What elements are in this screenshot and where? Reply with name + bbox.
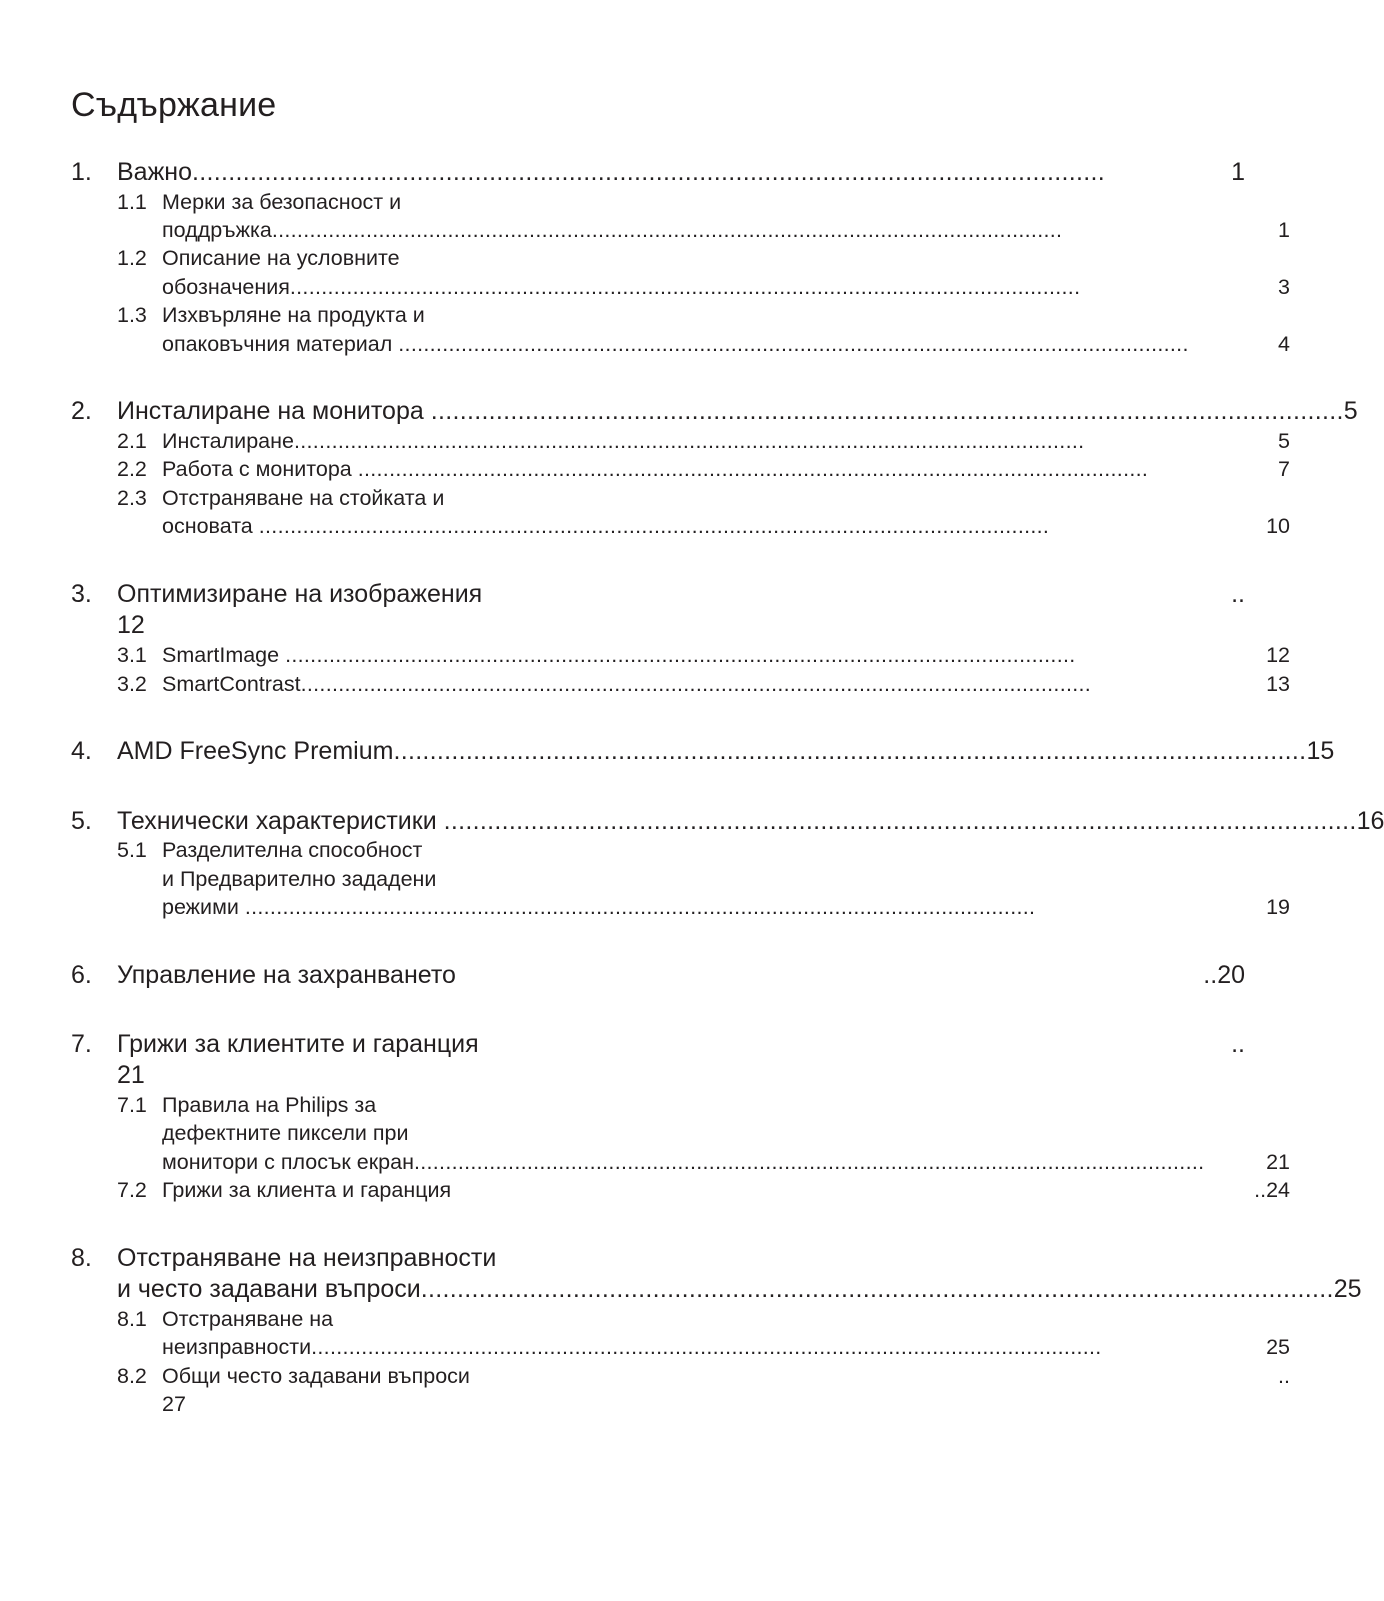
toc-label: Общи често задавани въпроси xyxy=(162,1364,476,1388)
toc-number: 2.1 xyxy=(117,429,147,453)
toc-label: Технически характеристики xyxy=(117,807,444,835)
toc-number: 4. xyxy=(71,737,92,765)
toc-page-number: 12 xyxy=(117,611,145,639)
toc-number: 8.1 xyxy=(117,1307,147,1331)
toc-number: 1.1 xyxy=(117,190,147,214)
toc-label: SmartImage xyxy=(162,643,286,667)
toc-label-line: Описание на условните xyxy=(162,246,400,270)
toc-label: Важно xyxy=(117,158,193,186)
toc-dots-trail: .. xyxy=(1231,1030,1245,1058)
toc-number: 7.2 xyxy=(117,1178,147,1202)
toc-page-number: 10 xyxy=(1266,514,1290,538)
toc-label: Инсталиране на монитора xyxy=(117,397,431,425)
toc-number: 3.2 xyxy=(117,672,147,696)
toc-page-number: 27 xyxy=(162,1392,186,1416)
toc-label: режими xyxy=(162,895,245,919)
toc-page-number: 21 xyxy=(1266,1150,1290,1174)
toc-label: основата xyxy=(162,514,259,538)
toc-dots-trail: .. xyxy=(1278,1364,1290,1388)
toc-number: 1. xyxy=(71,158,92,186)
toc-number: 8. xyxy=(71,1244,92,1272)
toc-label: поддръжка xyxy=(162,218,272,242)
toc-label: Оптимизиране на изображения xyxy=(117,580,483,608)
toc-number: 8.2 xyxy=(117,1364,147,1388)
toc-label-line: Разделителна способност xyxy=(162,838,423,862)
toc-label-line: Отстраняване на неизправности xyxy=(117,1244,497,1272)
toc-page-number: ..24 xyxy=(1254,1178,1290,1202)
toc-number: 5. xyxy=(71,807,92,835)
toc-number: 5.1 xyxy=(117,838,147,862)
toc-number: 1.2 xyxy=(117,246,147,270)
toc-label: и често задавани въпроси xyxy=(117,1275,421,1303)
toc-label-line: Правила на Philips за xyxy=(162,1093,377,1117)
toc-page-number: 25 xyxy=(1333,1275,1362,1303)
toc-number: 3.1 xyxy=(117,643,147,667)
toc-dots-trail: .. xyxy=(1231,580,1245,608)
toc-page-number: 4 xyxy=(1278,332,1290,356)
toc-page-number: 5 xyxy=(1278,429,1290,453)
toc-page-number: 1 xyxy=(1278,218,1290,242)
toc-page-number: 25 xyxy=(1266,1335,1290,1359)
toc-page-number: 5 xyxy=(1343,397,1358,425)
toc-page-number: 12 xyxy=(1266,643,1290,667)
toc-page-number: 15 xyxy=(1306,737,1335,765)
toc-label: Инсталиране xyxy=(162,429,294,453)
toc-label-line: и Предварително зададени xyxy=(162,867,437,891)
toc-label: Грижи за клиента и гаранция xyxy=(162,1178,452,1202)
toc-label-line: Отстраняване на xyxy=(162,1307,334,1331)
page-title: Съдържание xyxy=(71,86,277,124)
toc-number: 2.2 xyxy=(117,457,147,481)
toc-number: 6. xyxy=(71,961,92,989)
toc-label: опаковъчния материал xyxy=(162,332,399,356)
toc-label: неизправности xyxy=(162,1335,312,1359)
toc-page-number: 13 xyxy=(1266,672,1290,696)
toc-number: 2. xyxy=(71,397,92,425)
toc-label: Работа с монитора xyxy=(162,457,358,481)
toc-page-number: ..20 xyxy=(1203,961,1245,989)
toc-page-number: 19 xyxy=(1266,895,1290,919)
toc-label: обозначения xyxy=(162,275,290,299)
toc-number: 7. xyxy=(71,1030,92,1058)
toc-page-number: 7 xyxy=(1278,457,1290,481)
toc-number: 2.3 xyxy=(117,486,147,510)
toc-label-line: Изхвърляне на продукта и xyxy=(162,303,425,327)
toc-label: SmartContrast xyxy=(162,672,301,696)
toc-label: монитори с плосък екран xyxy=(162,1150,414,1174)
toc-label: AMD FreeSync Premium xyxy=(117,737,394,765)
toc-label-line: Отстраняване на стойката и xyxy=(162,486,445,510)
toc-number: 7.1 xyxy=(117,1093,147,1117)
toc-label-line: Мерки за безопасност и xyxy=(162,190,402,214)
toc-label: Грижи за клиентите и гаранция xyxy=(117,1030,486,1058)
toc-page-number: 3 xyxy=(1278,275,1290,299)
toc-page-number: 21 xyxy=(117,1061,145,1089)
toc-label-line: дефектните пиксели при xyxy=(162,1121,409,1145)
toc-page-number: 1 xyxy=(1231,158,1245,186)
toc-page-number: 16 xyxy=(1356,807,1384,835)
toc-number: 1.3 xyxy=(117,303,147,327)
toc-number: 3. xyxy=(71,580,92,608)
toc-label: Управление на захранването xyxy=(117,961,456,989)
